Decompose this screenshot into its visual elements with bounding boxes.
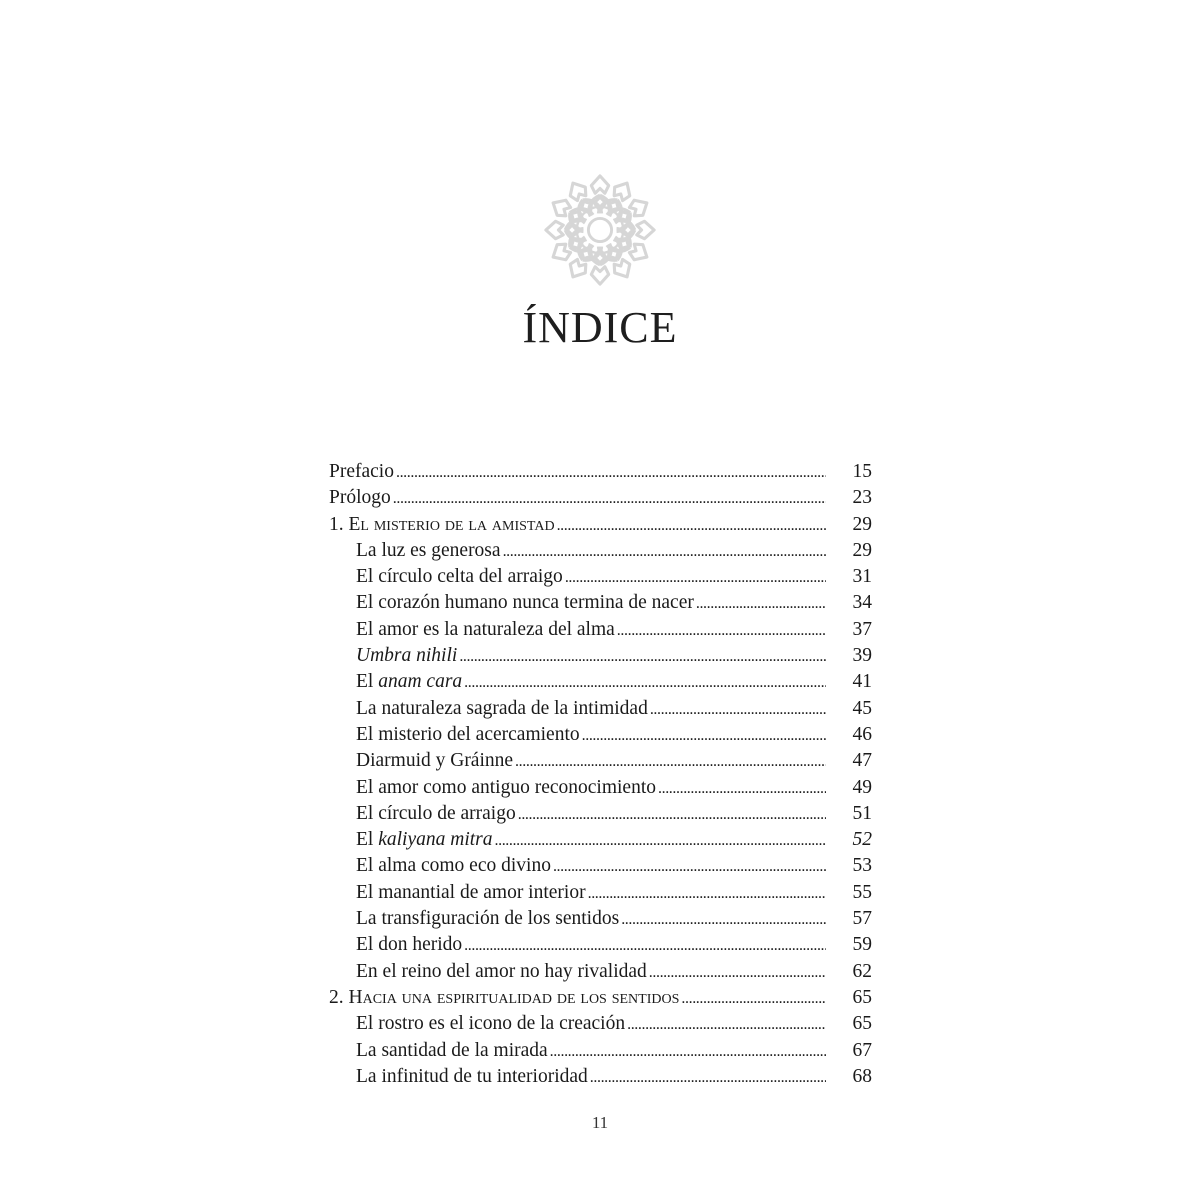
entry-title (356, 961, 647, 983)
toc-section-entry[interactable] (329, 882, 872, 908)
entry-title-text: El misterio del acercamiento (356, 723, 580, 745)
dot-leader (617, 619, 826, 641)
entry-title-text: El corazón humano nunca termina de nacer (356, 592, 694, 614)
dot-leader (627, 1013, 826, 1035)
toc-chapter-entry[interactable] (329, 487, 872, 513)
entry-page-number: 41 (852, 671, 872, 693)
page-number: 11 (591, 1113, 609, 1132)
dot-leader (518, 803, 826, 825)
entry-title-text: 2. Hacia una espiritualidad de los sentidos (329, 986, 680, 1008)
dot-leader (650, 698, 826, 720)
dot-leader (590, 1066, 826, 1088)
entry-title-text: El (356, 829, 379, 851)
entry-title (356, 724, 580, 746)
dot-leader (588, 882, 826, 904)
mandala-ornament-icon (542, 172, 658, 288)
entry-page-number: 31 (852, 566, 872, 588)
dot-leader (393, 487, 826, 509)
dot-leader (503, 540, 826, 562)
toc-section-entry[interactable] (329, 829, 872, 855)
entry-page-number: 29 (852, 513, 872, 535)
entry-title (329, 514, 555, 536)
entry-title (356, 1013, 625, 1035)
entry-page-number: 37 (852, 618, 872, 640)
entry-page-number: 15 (852, 461, 872, 482)
entry-title-text: Prólogo (329, 487, 391, 509)
entry-title (356, 803, 516, 825)
entry-title-text: La transfiguración de los sentidos (356, 908, 620, 930)
entry-title-text: La infinitud de tu interioridad (356, 1065, 588, 1087)
entry-title-text: Prefacio (329, 461, 394, 482)
entry-title-text: En el reino del amor no hay rivalidad (356, 960, 647, 982)
entry-title (356, 750, 513, 772)
dot-leader (582, 724, 826, 746)
dot-leader (621, 908, 826, 930)
entry-page-number: 52 (852, 829, 872, 851)
entry-title (356, 592, 694, 614)
dot-leader (565, 566, 826, 588)
entry-page-number: 65 (852, 986, 872, 1008)
entry-page-number: 68 (852, 1065, 872, 1087)
toc-section-entry[interactable] (329, 777, 872, 803)
entry-page-number: 57 (852, 908, 872, 930)
entry-title (356, 619, 615, 641)
dot-leader (464, 934, 826, 956)
entry-title (356, 1040, 548, 1062)
entry-title-text: El rostro es el icono de la creación (356, 1013, 626, 1035)
entry-title (356, 829, 493, 851)
toc-section-entry[interactable] (329, 934, 872, 960)
toc-chapter-entry[interactable] (329, 987, 872, 1013)
entry-title-text: El círculo celta del arraigo (356, 566, 563, 588)
entry-page-number: 46 (852, 723, 872, 745)
dot-leader (464, 671, 826, 693)
toc-section-entry[interactable] (329, 671, 872, 697)
entry-title (329, 461, 394, 483)
entry-title-text: 1. El misterio de la amistad (329, 513, 555, 535)
dot-leader (515, 750, 826, 772)
toc-section-entry[interactable] (329, 698, 872, 724)
entry-page-number: 51 (852, 802, 872, 824)
dot-leader (557, 514, 826, 536)
entry-title-italic: Umbra nihili (356, 645, 458, 667)
toc-section-entry[interactable] (329, 803, 872, 829)
toc-section-entry[interactable] (329, 566, 872, 592)
toc-section-entry[interactable] (329, 1013, 872, 1039)
entry-title-text: El amor es la naturaleza del alma (356, 618, 615, 640)
entry-title-italic: kaliyana mitra (378, 829, 493, 851)
entry-page-number: 49 (852, 776, 872, 798)
entry-title (356, 540, 501, 562)
toc-section-entry[interactable] (329, 908, 872, 934)
page-title: ÍNDICE (522, 303, 678, 352)
entry-title (356, 855, 551, 877)
entry-title (356, 1066, 588, 1088)
entry-title-text: El alma como eco divino (356, 855, 551, 877)
dot-leader (553, 855, 826, 877)
entry-title-text: La luz es generosa (356, 539, 501, 561)
dot-leader (681, 987, 826, 1009)
toc-section-entry[interactable] (329, 1066, 872, 1092)
toc-section-entry[interactable] (329, 1040, 872, 1066)
dot-leader (396, 461, 826, 483)
entry-title-text: El manantial de amor interior (356, 881, 586, 903)
entry-title (356, 645, 457, 667)
toc-chapter-entry[interactable] (329, 514, 872, 540)
entry-title-text: La santidad de la mirada (356, 1039, 548, 1061)
entry-title (329, 987, 679, 1009)
entry-page-number: 53 (852, 855, 872, 877)
entry-page-number: 23 (852, 487, 872, 509)
toc-section-entry[interactable] (329, 750, 872, 776)
toc-section-entry[interactable] (329, 592, 872, 618)
dot-leader (649, 961, 826, 983)
entry-title-text: La naturaleza sagrada de la intimidad (356, 697, 648, 719)
dot-leader (658, 777, 826, 799)
dot-leader (495, 829, 827, 851)
entry-title (356, 908, 619, 930)
entry-title (356, 671, 462, 693)
entry-title-text: El amor como antiguo reconocimiento (356, 776, 656, 798)
toc-section-entry[interactable] (329, 540, 872, 566)
dot-leader (550, 1040, 826, 1062)
entry-title (356, 777, 656, 799)
entry-title (356, 934, 462, 956)
entry-page-number: 67 (852, 1039, 872, 1061)
entry-page-number: 29 (852, 539, 872, 561)
entry-title-text: Diarmuid y Gráinne (356, 750, 514, 772)
toc-section-entry[interactable] (329, 961, 872, 987)
entry-page-number: 47 (852, 750, 872, 772)
dot-leader (459, 645, 826, 667)
entry-title (356, 566, 563, 588)
dot-leader (696, 592, 826, 614)
toc-section-entry[interactable] (329, 619, 872, 645)
table-of-contents (329, 461, 872, 1092)
entry-title (356, 698, 648, 720)
entry-page-number: 55 (852, 881, 872, 903)
entry-title-text: El don herido (356, 934, 463, 956)
toc-chapter-entry[interactable] (329, 461, 872, 487)
entry-page-number: 39 (852, 645, 872, 667)
entry-title-text: El círculo de arraigo (356, 802, 516, 824)
entry-page-number: 62 (852, 960, 872, 982)
toc-section-entry[interactable] (329, 645, 872, 671)
entry-page-number: 45 (852, 697, 872, 719)
entry-title (329, 487, 391, 509)
entry-title-text: El (356, 671, 379, 693)
entry-page-number: 65 (852, 1013, 872, 1035)
entry-page-number: 59 (852, 934, 872, 956)
toc-section-entry[interactable] (329, 855, 872, 881)
entry-page-number: 34 (852, 592, 872, 614)
entry-title (356, 882, 586, 904)
toc-section-entry[interactable] (329, 724, 872, 750)
entry-title-italic: anam cara (378, 671, 463, 693)
